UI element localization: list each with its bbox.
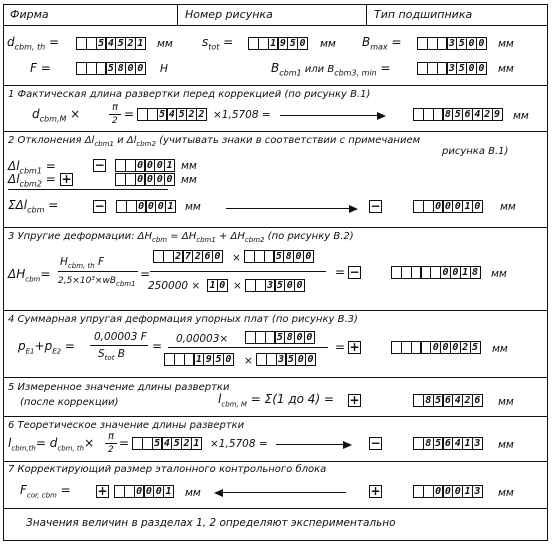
equals: = [335,340,346,354]
digit-cell[interactable]: 0 [430,341,441,354]
times: × [244,355,253,367]
b-max-digits[interactable] [417,37,486,50]
plus-sign-box[interactable]: + [349,393,360,407]
plus-sign-box[interactable]: + [349,340,360,354]
digit-cell[interactable]: 6 [442,394,453,407]
unit-mm: мм [498,396,514,408]
s7-result-digits[interactable] [413,485,482,498]
fraction-bar [90,345,148,346]
s6-lhs: $l_{cbm,th}= d_{cbm, th}\times$ [8,436,95,453]
plus-sign-box[interactable]: + [370,484,381,498]
digit-cell[interactable]: 4 [166,108,177,121]
digit-cell[interactable]: 1 [207,279,218,292]
digit-cell[interactable]: 0 [217,279,228,292]
fraction-bar [58,271,138,272]
digit-cell[interactable]: 1 [135,37,146,50]
bearing-type-field[interactable]: Тип подшипника [374,8,473,21]
s3-result-digits[interactable] [391,266,479,279]
digit-cell[interactable]: 5 [152,437,163,450]
digit-cell[interactable]: 3 [265,279,276,292]
digit-cell[interactable]: 5 [285,353,296,366]
plus-sign-box[interactable]: + [97,484,108,498]
s5-result-digits[interactable] [413,394,482,407]
times: × [232,252,241,264]
sum-dl-label: ΣΔl$_{cbm}$ = [8,198,59,215]
digit-cell[interactable]: 8 [284,331,295,344]
digit-cell[interactable]: 4 [452,437,463,450]
digit-cell[interactable]: 1 [268,37,279,50]
firm-field[interactable]: Фирма [10,8,49,21]
digit-cell[interactable]: 1 [191,437,202,450]
footer-note: Значения величин в разделах 1, 2 определяют экспериментально [26,517,396,529]
dh-cbm-label: $\Delta H_{cbm}=$ [8,267,51,284]
digit-cell[interactable]: 0 [304,331,315,344]
digit-cell[interactable]: 5 [171,437,182,450]
times: × [233,280,242,292]
digit-cell[interactable]: 1 [163,485,174,498]
digit-cell[interactable]: 4 [472,108,483,121]
digit-cell[interactable]: 4 [105,37,116,50]
equals: = [140,267,151,281]
digit-cell[interactable]: 0 [295,353,306,366]
unit-mm: мм [157,38,173,50]
arrow-right [280,115,384,116]
digit-cell[interactable]: 0 [153,485,164,498]
s3-w-digits[interactable] [207,279,227,292]
digit-cell[interactable]: 0 [476,37,487,50]
s5-expression: $l_{cbm, M} = \Sigma(1$ до 4) = [218,392,334,409]
arrow-right [276,444,350,445]
sum-line [8,189,168,190]
digit-cell[interactable]: 0 [212,250,223,263]
equals: = [335,265,346,279]
digit-cell[interactable]: 0 [293,250,304,263]
digit-cell[interactable]: 0 [223,353,234,366]
unit-n: Н [160,63,168,75]
equals: = [124,107,135,121]
section-5-title-cont: (после коррекции) [20,397,119,408]
s1-result-digits[interactable] [413,108,501,121]
s6-result-digits[interactable] [413,437,482,450]
unit-mm: мм [498,439,514,451]
digit-cell[interactable]: 0 [135,159,146,172]
section-4-title: 4 Суммарная упругая деформация упорных плат (по рисунку В.3) [8,314,358,325]
fraction-bar [168,347,328,348]
divider [4,131,547,132]
f-label: F = [30,61,51,75]
digit-cell[interactable]: 5 [470,341,481,354]
s4-numerator: 0,00003 F [94,331,147,343]
digit-cell[interactable]: 2 [196,108,207,121]
divider [4,227,547,228]
digit-cell[interactable]: 6 [442,437,453,450]
divider [4,461,547,462]
section-2-title-cont: рисунка В.1) [442,146,509,157]
s4-d1-digits[interactable] [164,353,233,366]
digit-cell[interactable]: 0 [440,341,451,354]
unit-mm: мм [491,268,507,280]
digit-cell[interactable]: 3 [446,37,457,50]
digit-cell[interactable]: 3 [472,485,483,498]
digit-cell[interactable]: 2 [462,394,473,407]
unit-mm: мм [498,38,514,50]
digit-cell[interactable]: 9 [277,37,288,50]
digit-cell[interactable]: 5 [105,62,116,75]
digit-cell[interactable]: 1 [462,437,473,450]
s7-digits[interactable] [114,485,173,498]
digit-cell[interactable]: 0 [450,341,461,354]
digit-cell[interactable]: 1 [462,485,473,498]
digit-cell[interactable]: 8 [470,266,481,279]
digit-cell[interactable]: 6 [462,108,473,121]
digit-cell[interactable]: 8 [423,437,434,450]
digit-cell[interactable]: 2 [192,250,203,263]
dl-cbm2-label: $\Delta l_{cbm2}$ = [8,172,56,189]
digit-cell[interactable]: 2 [181,437,192,450]
digit-cell[interactable]: 0 [135,173,146,186]
digit-cell[interactable]: 9 [492,108,503,121]
s6-digits[interactable] [132,437,201,450]
minus-sign-box[interactable]: − [94,158,105,172]
digit-cell[interactable]: 8 [442,108,453,121]
p-e-label: $p_{E1}+p_{E2}$ = [18,339,75,356]
digit-cell[interactable]: 2 [173,250,184,263]
unit-mm: мм [185,487,201,499]
fraction-bar [150,271,326,272]
digit-cell[interactable]: 8 [423,394,434,407]
digit-cell[interactable]: 0 [450,266,461,279]
section-6-title: 6 Теоретическое значение длины развертки [8,420,245,431]
s4-n-digits[interactable] [245,331,314,344]
section-1-title: 1 Фактическая длина развертки перед коррекцией (по рисунку В.1) [8,89,371,100]
f-digits[interactable] [76,62,145,75]
arrow-left [216,492,346,493]
digit-cell[interactable]: 2 [125,37,136,50]
digit-cell[interactable]: 0 [294,279,305,292]
b-cbm-digits[interactable] [417,62,486,75]
dl-cbm1-digits[interactable] [115,159,174,172]
minus-sign-box[interactable]: − [370,199,381,213]
divider [4,416,547,417]
unit-mm: мм [498,487,514,499]
digit-cell[interactable]: 1 [462,200,473,213]
s-tot-label: $s_{tot}$ = [202,35,234,52]
digit-cell[interactable]: 0 [466,62,477,75]
header-divider [177,5,178,25]
s4-result-digits[interactable] [391,341,479,354]
equals: = [152,339,163,353]
digit-cell[interactable]: 0 [466,37,477,50]
digit-cell[interactable]: 3 [446,62,457,75]
digit-cell[interactable]: 8 [283,250,294,263]
digit-cell[interactable]: 1 [165,200,176,213]
calculation-form [3,4,548,541]
digit-cell[interactable]: 4 [452,394,463,407]
digit-cell[interactable]: 5 [273,250,284,263]
digit-cell[interactable]: 0 [294,331,305,344]
s1-multiplier: ×1,5708 = [213,109,271,121]
digit-cell[interactable]: 9 [203,353,214,366]
digit-cell[interactable]: 6 [472,394,483,407]
two-symbol: 2 [108,445,114,455]
figure-number-field[interactable]: Номер рисунка [185,8,273,21]
digit-cell[interactable]: 3 [472,437,483,450]
unit-mm: мм [181,160,197,172]
minus-sign-box[interactable]: − [370,436,381,450]
unit-mm: мм [181,174,197,186]
digit-cell[interactable]: 0 [143,485,154,498]
divider [4,85,547,86]
digit-cell[interactable]: 5 [176,108,187,121]
digit-cell[interactable]: 2 [186,108,197,121]
d-cbm-th-label: $d_{cbm, th}$ = [7,35,60,52]
digit-cell[interactable]: 0 [452,200,463,213]
digit-cell[interactable]: 1 [164,159,175,172]
digit-cell[interactable]: 0 [442,485,453,498]
digit-cell[interactable]: 0 [305,353,316,366]
section-5-title: 5 Измеренное значение длины развертки [8,382,230,393]
s-tot-digits[interactable] [248,37,307,50]
f-cor-label: $F_{cor, cbm}$ = [20,483,71,500]
s3-denominator: $2,5\times 10^3\times wB_{cbm1}$ [58,276,136,288]
s3-n1-digits[interactable] [153,250,222,263]
digit-cell[interactable]: 0 [440,266,451,279]
digit-cell[interactable]: 0 [303,250,314,263]
minus-sign-box[interactable]: − [349,265,360,279]
digit-cell[interactable]: 0 [433,200,444,213]
s1-lhs: $d_{cbm,M}$ × [32,107,81,124]
digit-cell[interactable]: 0 [145,200,156,213]
digit-cell[interactable]: 0 [297,37,308,50]
digit-cell[interactable]: 5 [274,331,285,344]
equals: = [119,436,130,450]
digit-cell[interactable]: 0 [284,279,295,292]
two-symbol: 2 [112,116,118,126]
unit-mm: мм [500,201,516,213]
pi-symbol: π [112,102,119,113]
digit-cell[interactable]: 0 [472,200,483,213]
unit-mm: мм [498,63,514,75]
digit-cell[interactable]: 3 [276,353,287,366]
plus-sign-box[interactable]: + [61,172,72,186]
digit-cell[interactable]: 6 [202,250,213,263]
digit-cell[interactable]: 7 [182,250,193,263]
digit-cell[interactable]: 5 [456,62,467,75]
digit-cell[interactable]: 0 [476,62,487,75]
digit-cell[interactable]: 0 [135,62,146,75]
unit-mm: мм [513,110,529,122]
digit-cell[interactable]: 5 [456,37,467,50]
digit-cell[interactable]: 4 [161,437,172,450]
s1-digits[interactable] [137,108,206,121]
divider [4,508,547,509]
b-max-label: $B_{max}$ = [362,35,402,52]
digit-cell[interactable]: 0 [433,485,444,498]
digit-cell[interactable]: 2 [482,108,493,121]
dl-cbm1-label: $\Delta l_{cbm1}$ = [8,159,56,176]
digit-cell[interactable]: 5 [433,437,444,450]
digit-cell[interactable]: 0 [144,159,155,172]
s3-constant: 250000 × [148,280,201,292]
digit-cell[interactable]: 0 [144,173,155,186]
unit-mm: мм [185,201,201,213]
digit-cell[interactable]: 0 [442,200,453,213]
digit-cell[interactable]: 5 [157,108,168,121]
s2-result-digits[interactable] [413,200,482,213]
section-7-title: 7 Корректирующий размер эталонного контрольного блока [8,464,327,475]
section-3-title: 3 Упругие деформации: $\Delta H_{cbm} = \Delta H_{cbm1} + \Delta H_{cbm2}$ (по рисунку В.2) [8,231,354,244]
digit-cell[interactable]: 2 [460,341,471,354]
divider [4,377,547,378]
minus-sign-box[interactable]: − [94,199,105,213]
digit-cell[interactable]: 1 [193,353,204,366]
header-divider [366,5,367,25]
digit-cell[interactable]: 5 [287,37,298,50]
s4-numerator-2: 0,00003× [176,333,229,345]
s3-b-digits[interactable] [245,279,304,292]
s3-numerator: $H_{cbm, th}$ F [60,256,105,271]
unit-mm: мм [320,38,336,50]
digit-cell[interactable]: 1 [460,266,471,279]
digit-cell[interactable]: 0 [155,200,166,213]
digit-cell[interactable]: 0 [136,200,147,213]
digit-cell[interactable]: 5 [274,279,285,292]
digit-cell[interactable]: 5 [433,394,444,407]
s4-denominator: $S_{tot}$ B [98,348,125,363]
digit-cell[interactable]: 0 [154,173,165,186]
s6-multiplier: ×1,5708 = [210,438,268,450]
digit-cell[interactable]: 8 [115,62,126,75]
unit-mm: мм [492,343,508,355]
digit-cell[interactable]: 5 [96,37,107,50]
dl-cbm2-digits[interactable] [115,173,174,186]
s3-n2-digits[interactable] [244,250,313,263]
pi-symbol: π [108,431,115,442]
d-cbm-th-digits[interactable] [76,37,145,50]
sum-dl-digits[interactable] [116,200,175,213]
digit-cell[interactable]: 5 [213,353,224,366]
digit-cell[interactable]: 0 [134,485,145,498]
form-header [4,5,547,26]
divider [4,310,547,311]
digit-cell[interactable]: 5 [452,108,463,121]
b-cbm-label: $B_{cbm1}$ или $B_{cbm3, min}$ = [271,61,391,78]
digit-cell[interactable]: 0 [125,62,136,75]
digit-cell[interactable]: 5 [115,37,126,50]
digit-cell[interactable]: 0 [154,159,165,172]
digit-cell[interactable]: 0 [164,173,175,186]
s4-d2-digits[interactable] [256,353,315,366]
arrow-right [226,208,356,209]
section-2-title: 2 Отклонения $\Delta l_{cbm1}$ и $\Delta l_{cbm2}$ (учитывать знаки в соответствии с примечанием [8,135,421,148]
digit-cell[interactable]: 0 [452,485,463,498]
